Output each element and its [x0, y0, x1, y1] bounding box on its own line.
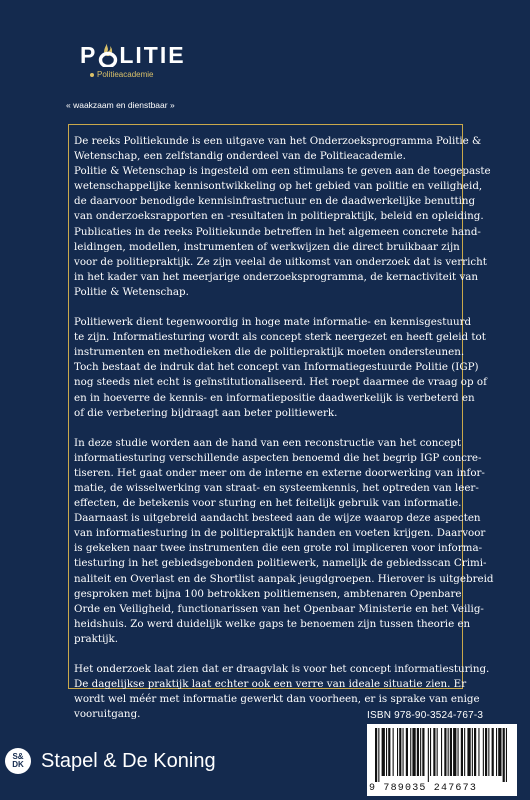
- logo-subtitle: Politieacademie: [90, 70, 186, 79]
- logo-wordmark: [80, 44, 186, 67]
- blurb-paragraph-4: Het onderzoek laat zien dat er draagvlak is voor het concept informatiesturing. De dagelijkse praktijk laat echter ook een verre van ideale situatie zien. Er wordt wel méér met informatie gewerkt dan voorheen, er is sprake van enige vooruitgang.: [74, 663, 490, 721]
- flame-emblem-icon: [98, 45, 118, 67]
- blurb-text: [74, 134, 494, 737]
- logo-letters-litie: LITIE: [119, 42, 186, 68]
- bullet-dot-icon: [90, 73, 94, 77]
- isbn-block: [367, 710, 530, 796]
- politie-logo: [80, 44, 186, 79]
- blurb-paragraph-1: De reeks Politiekunde is een uitgave van het Onderzoeksprogramma Politie & Wetenschap, een zelfstandig onderdeel van de Politieacademie. Politie & Wetenschap is ingesteld om een stimulans te geven aan de toegepaste wetenschappelijke kennisontwikkeling op het gebied van politie en veiligheid, de daarvoor benodigde kennisinfrastructuur en de daadwerkelijke benutting van onderzoeksrapporten en -resultaten in politiepraktijk, beleid en opleiding. Publicaties in de reeks Politiekunde betreffen in het algemeen concrete hand- leidingen, modellen, instrumenten of werkwijzen die direct bruikbaar zijn voor de politiepraktijk. Ze zijn veelal de uitkomst van onderzoek dat is verricht in het kader van het meerjarige onderzoeksprogramma, de kernactiviteit van Politie & Wetenschap.: [74, 135, 491, 298]
- publisher-name: Stapel & De Koning: [41, 749, 216, 772]
- barcode-bars-icon: [375, 728, 509, 782]
- publisher-logo-badge: S& DK: [5, 748, 31, 774]
- publisher: [5, 748, 216, 774]
- barcode-digits: 9 789035 247673: [369, 783, 478, 794]
- motto: « waakzaam en dienstbaar »: [66, 100, 175, 110]
- barcode: [367, 724, 517, 796]
- blurb-paragraph-3: In deze studie worden aan de hand van een reconstructie van het concept informatiesturing verschillende aspecten benoemd die het begrip IGP concre- tiseren. Het gaat onder meer om de interne en externe doorwerking van infor- matie, de wisselwerking van straat- en systeemkennis, het optreden van leer- effecten, de betekenis voor sturing en het feitelijk gebruik van informatie. Daarnaast is uitgebreid aandacht besteed aan de wijze waarop deze aspecten van informatiesturing in de politiepraktijk handen en voeten krijgen. Daarvoor is gekeken naar twee instrumenten die een grote rol impliceren voor informa- tiesturing in het gebiedsgebonden politiewerk, namelijk de gebiedsscan Crimi- naliteit en Overlast en de Shortlist aanpak jeugdgroepen. Hierover is uitgebreid gesproken met bijna 100 betrokken politiemensen, ambtenaren Openbare Orde en Veiligheid, functionarissen van het Openbaar Ministerie en het Veilig- heidshuis. Zo werd duidelijk welke gaps te benoemen zijn tussen theorie en praktijk.: [74, 436, 494, 645]
- isbn-number: ISBN 978-90-3524-767-3: [367, 710, 484, 721]
- blurb-paragraph-2: Politiewerk dient tegenwoordig in hoge mate informatie- en kennisgestuurd te zijn. Informatiesturing wordt als concept sterk neergezet en heeft geleid tot instrumenten en methodieken die de politiepraktijk moeten ondersteunen. Toch bestaat de indruk dat het concept van Informatiegestuurde Politie (IGP) nog steeds niet echt is geïnstitutionaliseerd. Het roept daarmee de vraag op of en in hoeverre de kennis- en informatiepositie daadwerkelijk is verbeterd en of die verbetering bijdraagt aan beter politiewerk.: [74, 316, 487, 419]
- logo-letter-p: P: [80, 42, 98, 68]
